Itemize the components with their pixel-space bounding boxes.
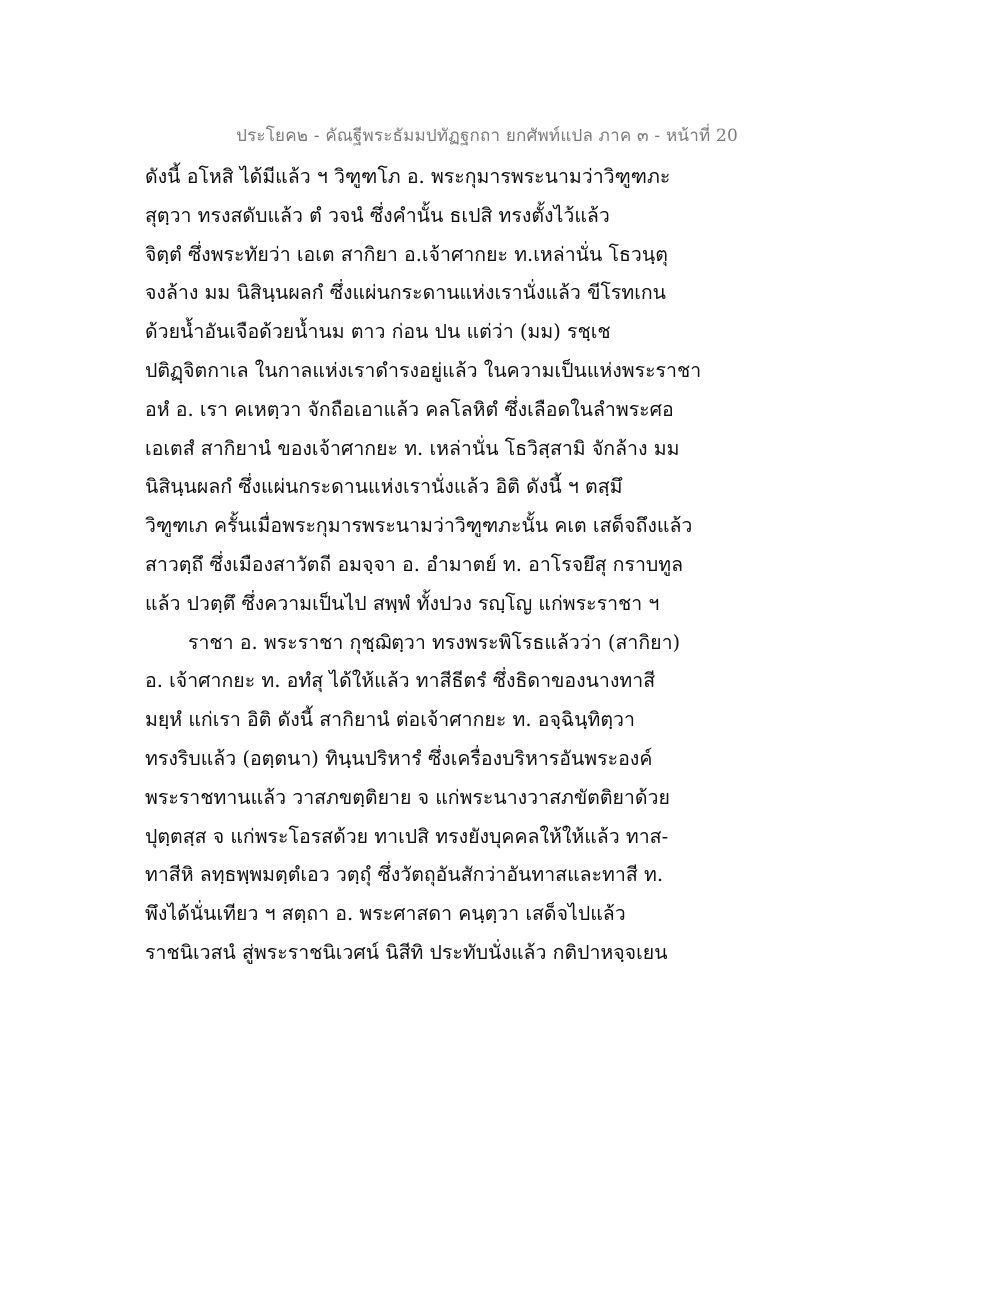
text-line: วิฑูฑเภ ครั้นเมื่อพระกุมารพระนามว่าวิฑูฑภะนั้น คเต เสด็จถึงแล้ว — [145, 514, 693, 538]
text-line: สาวตฺถึ ซึ่งเมืองสาวัตถี อมจฺจา อ. อำมาตย์ ท. อาโรจยึสุ กราบทูล — [145, 552, 684, 576]
text-line: ปุตฺตสฺส จ แก่พระโอรสด้วย ทาเปสิ ทรงยังบุคคลให้ให้แล้ว ทาส- — [145, 824, 669, 848]
text-line: เอเตสํ สากิยานํ ของเจ้าศากยะ ท. เหล่านั่น โธวิสฺสามิ จักล้าง มม — [145, 436, 680, 460]
text-line: แล้ว ปวตฺตึ ซึ่งความเป็นไป สพฺพํ ทั้งปวง รญฺโญ แก่พระราชา ฯ — [145, 591, 660, 615]
text-line: ทาสีหิ ลทฺธพฺพมตฺตํเอว วตฺถุํ ซึ่งวัตถุอันสักว่าอันทาสและทาสี ท. — [145, 863, 664, 887]
text-line: ปติฏฺจิตกาเล ในกาลแห่งเราดำรงอยู่แล้ว ในความเป็นแห่งพระราชา — [145, 358, 702, 382]
text-line: จิตฺตํ ซึ่งพระทัยว่า เอเต สากิยา อ.เจ้าศากยะ ท.เหล่านั่น โธวนฺตุ — [145, 242, 668, 266]
body-text — [145, 158, 705, 973]
text-line: อหํ อ. เรา คเหตฺวา จักถือเอาแล้ว คลโลหิตํ ซึ่งเลือดในลำพระศอ — [145, 397, 674, 421]
running-header: ประโยค๒ - คัณฐีพระธัมมปทัฏฐกถา ยกศัพท์แปล ภาค ๓ - หน้าที่ 20 — [236, 126, 738, 146]
text-line: ทรงริบแล้ว (อตฺตนา) ทินฺนปริหารํ ซึ่งเครื่องบริหารอันพระองค์ — [145, 746, 653, 770]
text-line: สุตฺวา ทรงสดับแล้ว ตํ วจนํ ซึ่งคำนั้น ธเปสิ ทรงตั้งไว้แล้ว — [145, 203, 610, 227]
text-line: อ. เจ้าศากยะ ท. อทํสุ ได้ให้แล้ว ทาสีธีตรํ ซึ่งธิดาของนางทาสี — [145, 669, 656, 693]
text-line: พึงได้นั่นเทียว ฯ สตฺถา อ. พระศาสดา คนฺตฺวา เสด็จไปแล้ว — [145, 902, 626, 926]
paragraph-start-line: ราชา อ. พระราชา กุชฺฌิตฺวา ทรงพระพิโรธแล้วว่า (สากิยา) — [188, 630, 681, 654]
text-line: มยฺหํ แก่เรา อิติ ดังนี้ สากิยานํ ต่อเจ้าศากยะ ท. อจฺฉินฺทิตฺวา — [145, 708, 635, 732]
text-line: จงล้าง มม นิสินฺนผลกํ ซึ่งแผ่นกระดานแห่งเรานั่งแล้ว ขีโรทเกน — [145, 281, 667, 305]
text-line: ด้วยน้ำอันเจือด้วยน้ำนม ตาว ก่อน ปน แต่ว่า (มม) รชฺเช — [145, 320, 611, 344]
text-line: พระราชทานแล้ว วาสภขตฺติยาย จ แก่พระนางวาสภขัตติยาด้วย — [145, 785, 670, 809]
text-line: ดังนี้ อโหสิ ได้มีแล้ว ฯ วิฑูฑโภ อ. พระกุมารพระนามว่าวิฑูฑภะ — [145, 165, 671, 188]
text-line: ราชนิเวสนํ สู่พระราชนิเวศน์ นิสีทิ ประทับนั่งแล้ว กติปาหจฺจเยน — [145, 940, 668, 964]
text-line: นิสินฺนผลกํ ซึ่งแผ่นกระดานแห่งเรานั่งแล้ว อิติ ดังนี้ ฯ ตสฺมึ — [145, 475, 623, 499]
